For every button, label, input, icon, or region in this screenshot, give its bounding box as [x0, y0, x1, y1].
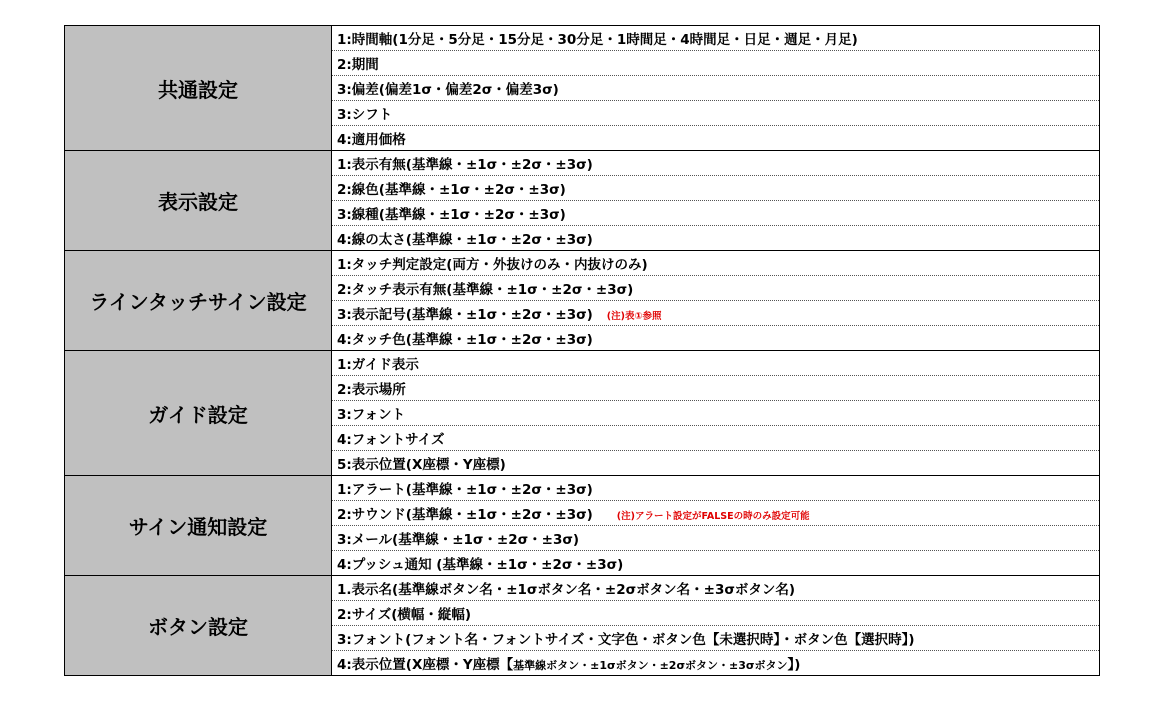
guide-item-font: 3:フォント — [332, 401, 1100, 426]
category-sign-notification-settings: サイン通知設定 — [65, 476, 332, 576]
notify-item-push: 4:プッシュ通知 (基準線・±1σ・±2σ・±3σ) — [332, 551, 1100, 576]
notify-item-alert: 1:アラート(基準線・±1σ・±2σ・±3σ) — [332, 476, 1100, 501]
category-button-settings: ボタン設定 — [65, 576, 332, 676]
guide-item-location: 2:表示場所 — [332, 376, 1100, 401]
display-item-visibility: 1:表示有無(基準線・±1σ・±2σ・±3σ) — [332, 151, 1100, 176]
touch-symbol-note: (注)表①参照 — [606, 311, 662, 322]
display-item-line-style: 3:線種(基準線・±1σ・±2σ・±3σ) — [332, 201, 1100, 226]
guide-item-display: 1:ガイド表示 — [332, 351, 1100, 376]
notify-item-sound — [332, 501, 1100, 526]
settings-table — [64, 25, 1100, 676]
notify-item-sound-label: 2:サウンド(基準線・±1σ・±2σ・±3σ) — [337, 507, 593, 523]
display-item-line-width: 4:線の太さ(基準線・±1σ・±2σ・±3σ) — [332, 226, 1100, 251]
button-item-position-end: 】) — [787, 657, 801, 673]
common-item-period: 2:期間 — [332, 51, 1100, 76]
notify-sound-note: (注)アラート設定がFALSEの時のみ設定可能 — [616, 511, 810, 522]
button-item-font: 3:フォント(フォント名・フォントサイズ・文字色・ボタン色【未選択時】・ボタン色【選択時】) — [332, 626, 1100, 651]
category-line-touch-sign-settings: ラインタッチサイン設定 — [65, 251, 332, 351]
category-guide-settings: ガイド設定 — [65, 351, 332, 476]
button-item-position-detail: 基準線ボタン・±1σボタン・±2σボタン・±3σボタン — [513, 659, 788, 672]
touch-item-judgement: 1:タッチ判定設定(両方・外抜けのみ・内抜けのみ) — [332, 251, 1100, 276]
touch-item-visibility: 2:タッチ表示有無(基準線・±1σ・±2σ・±3σ) — [332, 276, 1100, 301]
common-item-applied-price: 4:適用価格 — [332, 126, 1100, 151]
common-item-deviation: 3:偏差(偏差1σ・偏差2σ・偏差3σ) — [332, 76, 1100, 101]
notify-item-mail: 3:メール(基準線・±1σ・±2σ・±3σ) — [332, 526, 1100, 551]
display-item-line-color: 2:線色(基準線・±1σ・±2σ・±3σ) — [332, 176, 1100, 201]
button-item-position-label: 4:表示位置(X座標・Y座標【 — [337, 657, 514, 673]
button-item-label: 1.表示名(基準線ボタン名・±1σボタン名・±2σボタン名・±3σボタン名) — [332, 576, 1100, 601]
common-item-timeframe: 1:時間軸(1分足・5分足・15分足・30分足・1時間足・4時間足・日足・週足・月足) — [332, 26, 1100, 51]
touch-item-symbol-label: 3:表示記号(基準線・±1σ・±2σ・±3σ) — [337, 307, 593, 323]
button-item-position — [332, 651, 1100, 676]
guide-item-position: 5:表示位置(X座標・Y座標) — [332, 451, 1100, 476]
category-display-settings: 表示設定 — [65, 151, 332, 251]
guide-item-font-size: 4:フォントサイズ — [332, 426, 1100, 451]
category-common-settings: 共通設定 — [65, 26, 332, 151]
touch-item-color: 4:タッチ色(基準線・±1σ・±2σ・±3σ) — [332, 326, 1100, 351]
touch-item-symbol — [332, 301, 1100, 326]
button-item-size: 2:サイズ(横幅・縦幅) — [332, 601, 1100, 626]
common-item-shift: 3:シフト — [332, 101, 1100, 126]
